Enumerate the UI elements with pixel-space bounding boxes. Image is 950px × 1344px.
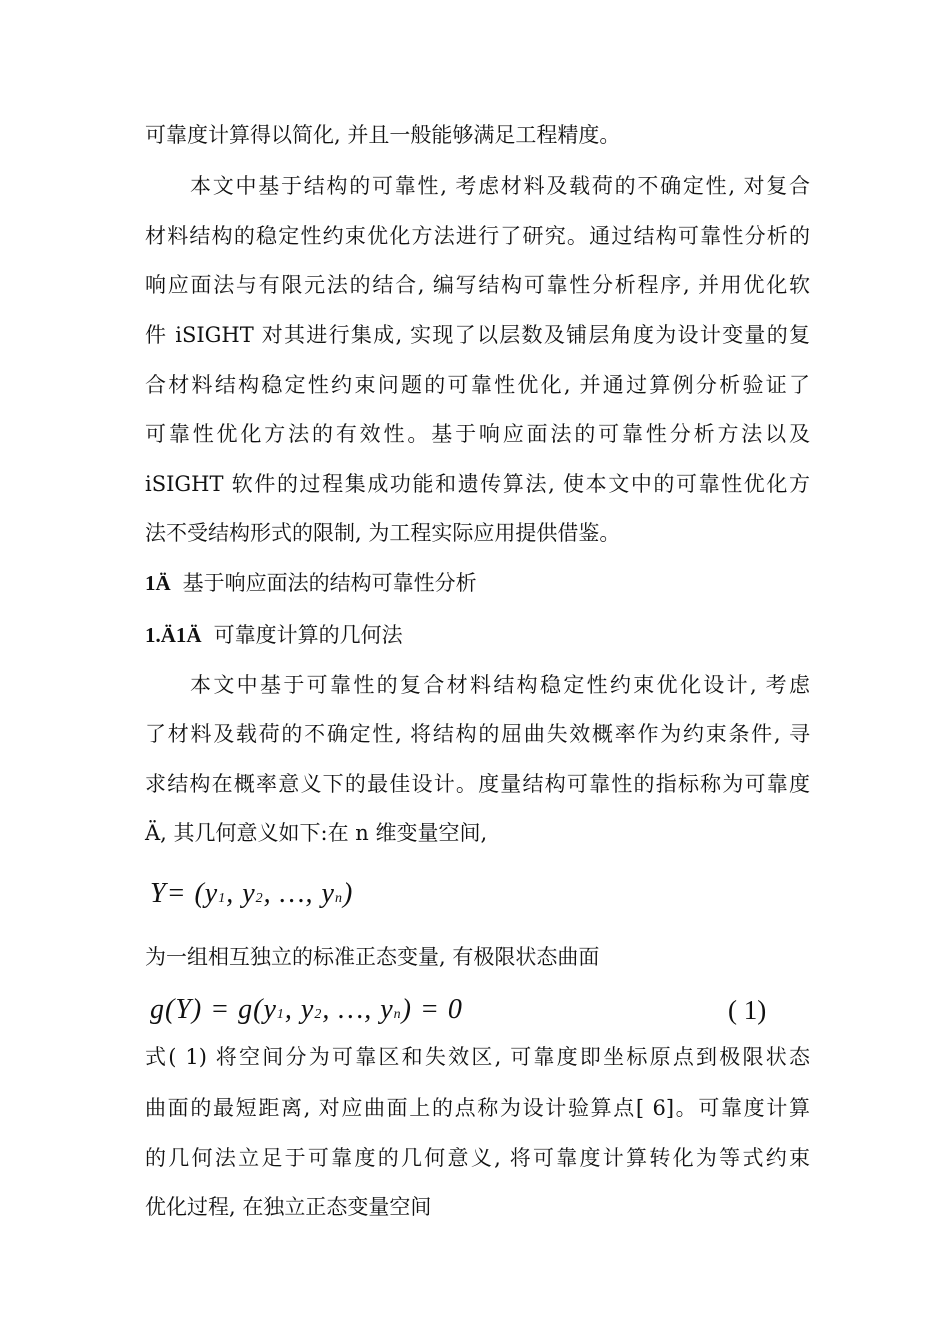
text-line: 本文中基于结构的可靠性, 考虑材料及载荷的不确定性, 对复合 [190, 174, 810, 198]
section-heading [145, 568, 477, 598]
section-number: 1Ä [145, 571, 171, 595]
text-line: 可靠度计算得以简化, 并且一般能够满足工程精度。 [145, 123, 621, 147]
text-line: 优化过程, 在独立正态变量空间 [145, 1195, 432, 1219]
formula-y-vector: Y= (y1, y2, …, yn) [150, 878, 354, 909]
equation-number: ( 1) [728, 995, 767, 1025]
text-line: 响应面法与有限元法的结合, 编写结构可靠性分析程序, 并用优化软 [145, 273, 810, 297]
text-line: 的几何法立足于可靠度的几何意义, 将可靠度计算转化为等式约束 [145, 1146, 810, 1170]
section-title: 基于响应面法的结构可靠性分析 [182, 571, 477, 595]
text-line: 求结构在概率意义下的最佳设计。度量结构可靠性的指标称为可靠度 [145, 772, 810, 796]
text-line: 法不受结构形式的限制, 为工程实际应用提供借鉴。 [145, 521, 621, 545]
text-line: 件 iSIGHT 对其进行集成, 实现了以层数及铺层角度为设计变量的复 [145, 323, 810, 347]
text-line: 材料结构的稳定性约束优化方法进行了研究。通过结构可靠性分析的 [145, 224, 810, 248]
formula-limit-state: g(Y) = g(y1, y2, …, yn) = 0 [150, 994, 463, 1025]
text-line: 为一组相互独立的标准正态变量, 有极限状态曲面 [145, 945, 600, 969]
text-line: 可靠性优化方法的有效性。基于响应面法的可靠性分析方法以及 [145, 422, 810, 446]
text-line: 曲面的最短距离, 对应曲面上的点称为设计验算点[ 6]。可靠度计算 [145, 1096, 810, 1120]
text-line: 合材料结构稳定性约束问题的可靠性优化, 并通过算例分析验证了 [145, 373, 810, 397]
text-line: 了材料及载荷的不确定性, 将结构的屈曲失效概率作为约束条件, 寻 [145, 722, 810, 746]
text-line: 式( 1) 将空间分为可靠区和失效区, 可靠度即坐标原点到极限状态 [145, 1045, 810, 1069]
text-line: 本文中基于可靠性的复合材料结构稳定性约束优化设计, 考虑 [190, 673, 810, 697]
subsection-heading [145, 620, 403, 650]
text-line: Ä, 其几何意义如下:在 n 维变量空间, [145, 821, 488, 845]
subsection-title: 可靠度计算的几何法 [213, 623, 403, 647]
text-line: iSIGHT 软件的过程集成功能和遗传算法, 使本文中的可靠性优化方 [145, 472, 810, 496]
subsection-number: 1.Ä1Ä [145, 623, 202, 647]
